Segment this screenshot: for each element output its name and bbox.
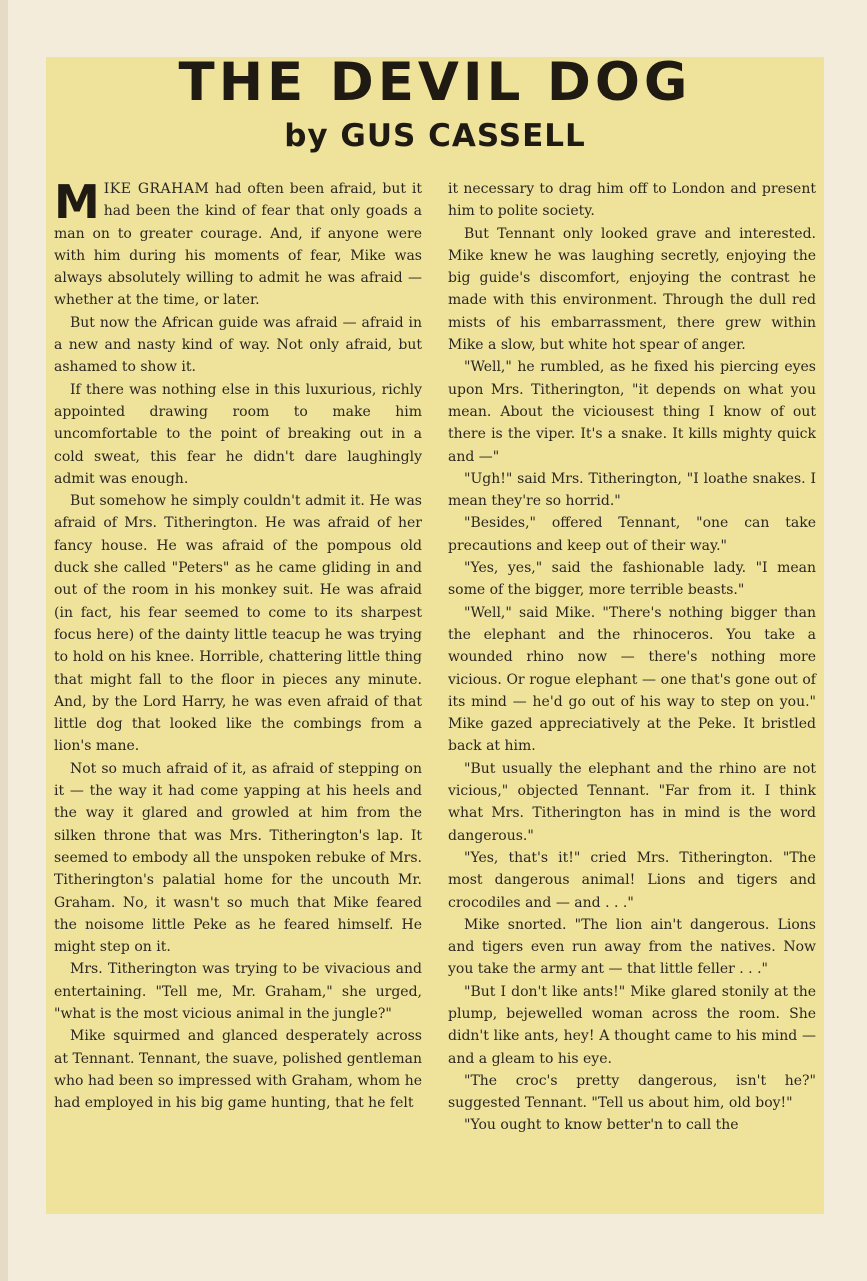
paragraph: Mrs. Titherington was trying to be vivacious and entertaining. "Tell me, Mr. Graham," she urged, "what is the most vicious animal in the jungle?" [54,961,422,1022]
drop-cap: M [54,175,100,229]
continued-paragraph: it necessary to drag him off to London and present him to polite society. [448,181,816,220]
paragraph: "But usually the elephant and the rhino are not vicious," objected Tennant. "Far from it. I think what Mrs. Titherington has in mind is the word dangerous." [448,760,816,844]
story-byline: by GUS CASSELL [284,118,586,154]
right-column [448,178,816,1137]
paragraph: Mike snorted. "The lion ain't dangerous. Lions and tigers even run away from the natives. Now you take the army ant — that little feller . . ." [448,916,816,978]
paragraph: "Well," said Mike. "There's nothing bigger than the elephant and the rhinoceros. You take a wounded rhino now — there's nothing more vicious. Or rogue elephant — one that's gone out of its mind — he'd go out of his way to step on you." Mike gazed appreciatively at the Peke. It bristled back at him. [448,604,816,755]
paragraph: "Besides," offered Tennant, "one can take precautions and keep out of their way." [448,515,816,554]
opening-text: had often been afraid, but it had been the kind of fear that only goads a man on to greater courage. And, if anyone were with him during his moments of fear, Mike was always absolutely willing to admit he was afraid — whether at the time, or later. [54,181,422,309]
paragraph: But now the African guide was afraid — afraid in a new and nasty kind of way. Not only afraid, but ashamed to show it. [54,314,422,376]
paragraph: "The croc's pretty dangerous, isn't he?" suggested Tennant. "Tell us about him, old boy!" [448,1072,816,1112]
opening-paragraph [54,175,422,312]
paragraph: But Tennant only looked grave and interested. Mike knew he was laughing secretly, enjoying the big guide's discomfort, enjoying the contrast he made with this environment. Through the dull red mists of his embarrassment, there grew within Mike a slow, but white hot spear of anger. [448,225,816,354]
opening-caps: IKE GRAHAM [103,181,210,197]
paragraph: "Ugh!" said Mrs. Titherington, "I loathe snakes. I mean they're so horrid." [448,470,816,510]
paragraph: "Yes, yes," said the fashionable lady. "I mean some of the bigger, more terrible beasts." [448,560,816,599]
paragraph: But somehow he simply couldn't admit it. He was afraid of Mrs. Titherington. He was afraid of her fancy house. He was afraid of the pompous old duck she called "Peters" as he came gliding in and out of the room in his monkey suit. He was afraid (in fact, his fear seemed to come to its sharpest focus here) of the dainty little teacup he was trying to hold on his knee. Horrible, chattering little thing that might fall to the floor in pieces any minute. And, by the Lord Harry, he was even afraid of that little dog that looked like the combings from a lion's mane. [54,493,422,755]
left-column [54,175,422,1114]
story-title: THE DEVIL DOG [178,52,692,113]
paragraph: "Yes, that's it!" cried Mrs. Titherington. "The most dangerous animal! Lions and tigers and crocodiles and — and . . ." [448,849,816,911]
paragraph: If there was nothing else in this luxurious, richly appointed drawing room to make him uncomfortable to the point of breaking out in a cold sweat, this fear he didn't dare laughingly admit was enough. [54,381,422,487]
paragraph: "But I don't like ants!" Mike glared stonily at the plump, bejewelled woman across the room. She didn't like ants, hey! A thought came to his mind — and a gleam to his eye. [448,983,816,1067]
paragraph: Not so much afraid of it, as afraid of stepping on it — the way it had come yapping at his heels and the way it glared and growled at him from the silken throne that was Mrs. Titherington's lap. It seemed to embody all the unspoken rebuke of Mrs. Titherington's palatial home for the uncouth Mr. Graham. No, it wasn't so much that Mike feared the noisome little Peke as he feared himself. He might step on it. [54,760,422,956]
paragraph: Mike squirmed and glanced desperately across at Tennant. Tennant, the suave, polished gentleman who had been so impressed with Graham, whom he had employed in his big game hunting, that he felt [54,1028,422,1112]
paragraph: "You ought to know better'n to call the [464,1117,739,1134]
paragraph: "Well," he rumbled, as he fixed his piercing eyes upon Mrs. Titherington, "it depends on what you mean. About the viciousest thing I know of out there is the viper. It's a snake. It kills mighty quick and —" [448,359,816,465]
